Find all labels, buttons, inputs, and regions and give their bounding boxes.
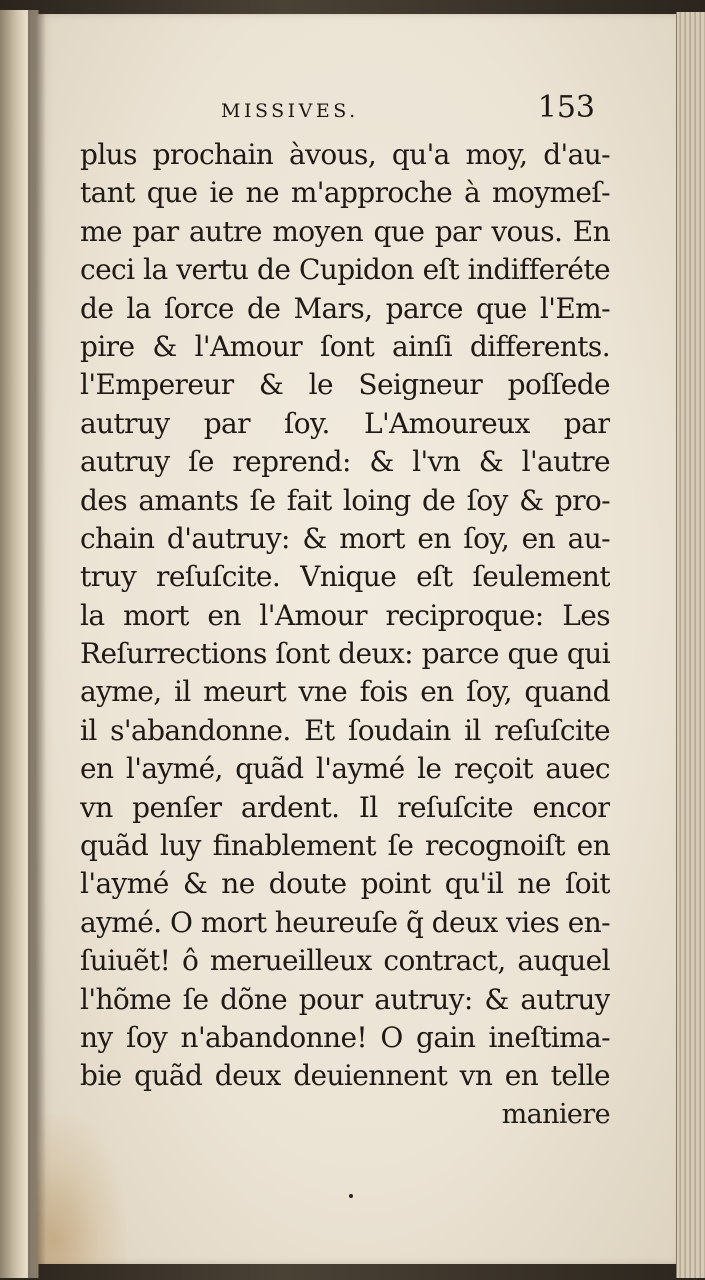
text-line: la mort en l'Amour reciproque: Les: [80, 598, 610, 632]
text-line: quãd luy finablement ſe recognoiſt en: [80, 829, 610, 863]
text-line: ayme, il meurt vne fois en ſoy, quand: [80, 675, 610, 709]
running-head: MISSIVES.: [221, 100, 359, 122]
body-text: [80, 136, 610, 1134]
text-line: ny ſoy n'abandonne! O gain ineſtima-: [80, 1020, 610, 1054]
text-line: ceci la vertu de Cupidon eſt indifferéte: [80, 253, 610, 287]
text-line: il s'abandonne. Et ſoudain il reſuſcite: [80, 713, 610, 747]
text-line: des amants ſe fait loing de ſoy & pro-: [80, 483, 610, 517]
text-line: ſuiuẽt! ô merueilleux contract, auquel: [80, 944, 610, 978]
text-line: plus prochain àvous, qu'a moy, d'au-: [80, 138, 610, 171]
text-line: aymé. O mort heureuſe q̃ deux vies en-: [80, 905, 610, 939]
text-line: l'Empereur & le Seigneur poſſede: [80, 368, 610, 402]
page-number: 153: [537, 90, 595, 125]
text-line: en l'aymé, quãd l'aymé le reçoit auec: [80, 752, 610, 786]
book-page: [36, 14, 682, 1264]
text-line: l'aymé & ne doute point qu'il ne ſoit: [80, 867, 610, 901]
catchword: maniere: [501, 1098, 610, 1130]
page-header: [221, 86, 661, 130]
left-page-edge: [0, 10, 39, 1278]
text-line: de la ſorce de Mars, parce que l'Em-: [80, 291, 610, 325]
ink-speck: [349, 1194, 353, 1198]
text-line: tant que ie ne m'approche à moymeſ-: [80, 176, 610, 210]
text-line: Reſurrections ſont deux: parce que qui: [80, 637, 610, 671]
right-page-edges: [676, 12, 705, 1278]
text-line: bie quãd deux deuiennent vn en telle: [80, 1059, 610, 1093]
text-line: truy reſuſcite. Vnique eſt ſeulement: [80, 560, 610, 594]
text-line: l'hõme ſe dõne pour autruy: & autruy: [80, 982, 610, 1016]
text-line: autruy ſe reprend: & l'vn & l'autre: [80, 445, 610, 479]
text-line: chain d'autruy: & mort en ſoy, en au-: [80, 521, 610, 555]
text-line: autruy par ſoy. L'Amoureux par: [80, 406, 610, 440]
text-line: vn penſer ardent. Il reſuſcite encor: [80, 790, 610, 824]
text-line: me par autre moyen que par vous. En: [80, 214, 610, 248]
text-line: pire & l'Amour ſont ainſi differents.: [80, 329, 610, 363]
water-stain: [36, 1114, 126, 1264]
